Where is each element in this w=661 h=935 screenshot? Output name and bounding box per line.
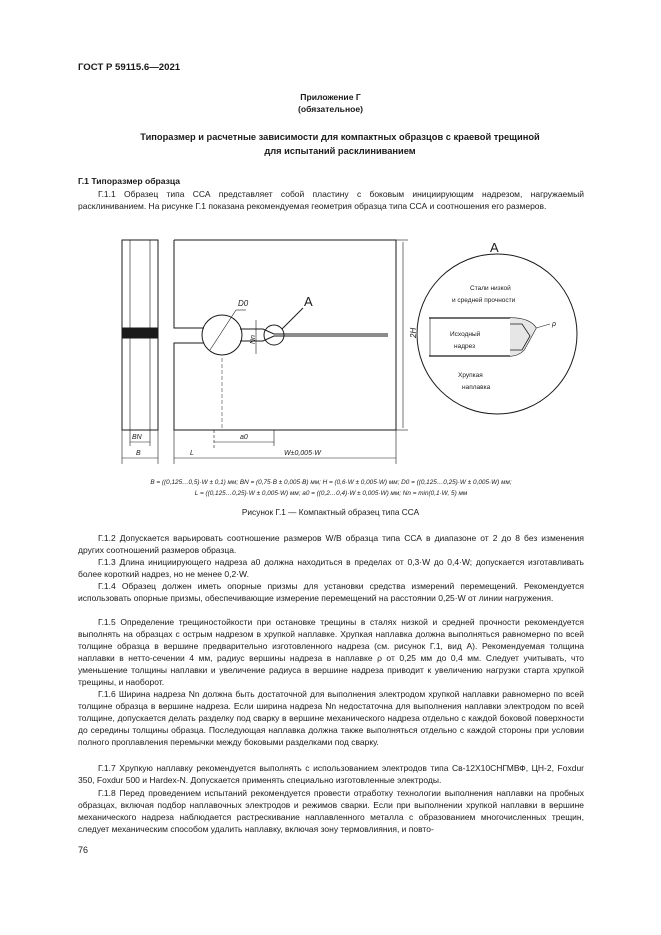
label-w: W±0,005·W: [284, 450, 321, 457]
paragraph-g1-5: Г.1.5 Определение трещиностойкости при остановке трещины в сталях низкой и средней прочности рекомендуется выполнять на образцах с острым надрезом в хрупкой наплавке. Хрупкая наплавка должна выполняться равномерно по всей толщине образца в вершине предварительно изготовленного надреза (см. рисунок Г.1, вид А). Рекомендуемая толщина наплавки в нетто-сечении 4 мм, радиус вершины надреза в наплавке ρ от 0,25 мм до 0,4 мм. Следует учитывать, что уменьшение толщины наплавки и увеличение радиуса в вершине надреза приводит к увеличению нагрузки старта хрупкой трещины, и наоборот.: [78, 617, 584, 688]
section-title: Г.1 Типоразмер образца: [78, 176, 181, 186]
label-2h: 2H: [409, 327, 418, 338]
appendix-title: Приложение Г: [300, 92, 361, 102]
appendix-status: (обязательное): [297, 104, 364, 114]
hole-d0: [202, 315, 242, 355]
document-title-line1: Типоразмер и расчетные зависимости для компактных образцов с краевой трещиной: [140, 132, 540, 142]
paragraph-g1-4: Г.1.4 Образец должен иметь опорные призмы для установки средства измерений перемещений. Рекомендуется использовать опорные призмы, обеспечивающие измерение перемещений на расстоянии 0,25·W от линии нагружения.: [78, 581, 584, 604]
formula-line1: B = ((0,125…0,5)·W ± 0,1) мм; BN = (0,75·B ± 0,005·B) мм; H = (0,6·W ± 0,005·W) мм; D0 = ((0,125…0,25)·W ± 0,005·W) мм;: [150, 479, 512, 486]
detail-notch-line2: надрез: [454, 343, 476, 350]
formula-line2: L = ((0,125…0,25)·W ± 0,005·W) мм; a0 = ((0,2…0,4)·W ± 0,005·W) мм; Nn = min(0,1·W, 5) мм: [194, 490, 468, 497]
specimen-outline: [174, 240, 396, 430]
label-b: B: [136, 450, 141, 457]
notch: [240, 329, 388, 341]
label-nn: Nn: [250, 335, 257, 344]
document-title-line2: для испытаний расклиниванием: [264, 146, 416, 156]
label-l: L: [190, 450, 194, 457]
label-d0: D0: [238, 299, 249, 308]
paragraph-g1-3: Г.1.3 Длина инициирующего надреза a0 должна находиться в пределах от 0,3·W до 0,4·W; допускается изготавливать более короткий надрез, но не менее 0,2·W.: [78, 557, 584, 580]
figure-caption: Рисунок Г.1 — Компактный образец типа ССА: [241, 507, 420, 517]
detail-steel-line2: и средней прочности: [452, 297, 516, 304]
figure-formulas: [78, 477, 584, 499]
standard-header: ГОСТ Р 59115.6—2021: [78, 62, 181, 73]
page-number: 76: [78, 845, 89, 855]
detail-weld-line1: Хрупкая: [458, 372, 483, 379]
label-bn: BN: [132, 434, 142, 441]
figure-g1: [78, 232, 588, 472]
paragraph-g1-6: Г.1.6 Ширина надреза Nn должна быть достаточной для выполнения электродом хрупкой наплавки равномерно по всей толщине образца в вершине надреза. Если ширина надреза Nn недостаточна для выполнения наплавки электродом по всей толщине, допускается делать разделку под сварку в вершине механического надреза отдельно с каждой боковой поверхности до середины толщины образца. Последующая наплавка должна также выполняться отдельно с каждой стороны при условии полного проплавления перемычки между боковыми разделками под сварку.: [78, 689, 584, 748]
paragraph-g1-2: Г.1.2 Допускается варьировать соотношение размеров W/B образца типа ССА в диапазоне от 2 до 8 без изменения других соотношений размеров образца.: [78, 533, 584, 556]
detail-steel-line1: Стали низкой: [470, 285, 511, 292]
detail-a-circle: [417, 254, 577, 414]
label-a-marker: A: [304, 294, 313, 309]
label-rho: ρ: [552, 321, 557, 328]
paragraph-g1-1: Г.1.1 Образец типа ССА представляет собой пластину с боковым инициирующим надрезом, нагружаемый расклиниванием. На рисунке Г.1 показана рекомендуемая геометрия образца типа ССА и соотношения его размеров.: [78, 189, 584, 212]
paragraph-g1-7: Г.1.7 Хрупкую наплавку рекомендуется выполнять с использованием электродов типа Св-12Х10СНГМВФ, ЦН-2, Foxdur 350, Foxdur 500 и Hardex-N. Допускается применять специально изготовленные электроды.: [78, 763, 584, 786]
detail-a-title: А: [490, 240, 499, 255]
detail-weld-line2: наплавка: [462, 384, 491, 391]
side-view-weld: [122, 328, 158, 338]
detail-notch-line1: Исходный: [450, 331, 481, 338]
document-title: [100, 130, 580, 158]
label-a0: a0: [240, 434, 248, 441]
detail-circle-marker: [264, 325, 284, 345]
paragraph-g1-8: Г.1.8 Перед проведением испытаний рекомендуется провести отработку технологии выполнения наплавки на пробных образцах, включая подбор наплавочных электродов и режимов сварки. Если при выполнении хрупкой наплавки в вершине механического надреза наблюдается растрескивание наплавленного металла с образованием многочисленных трещин, следует механическим способом удалить наплавку, включая зону термовлияния, и повто-: [78, 788, 584, 835]
